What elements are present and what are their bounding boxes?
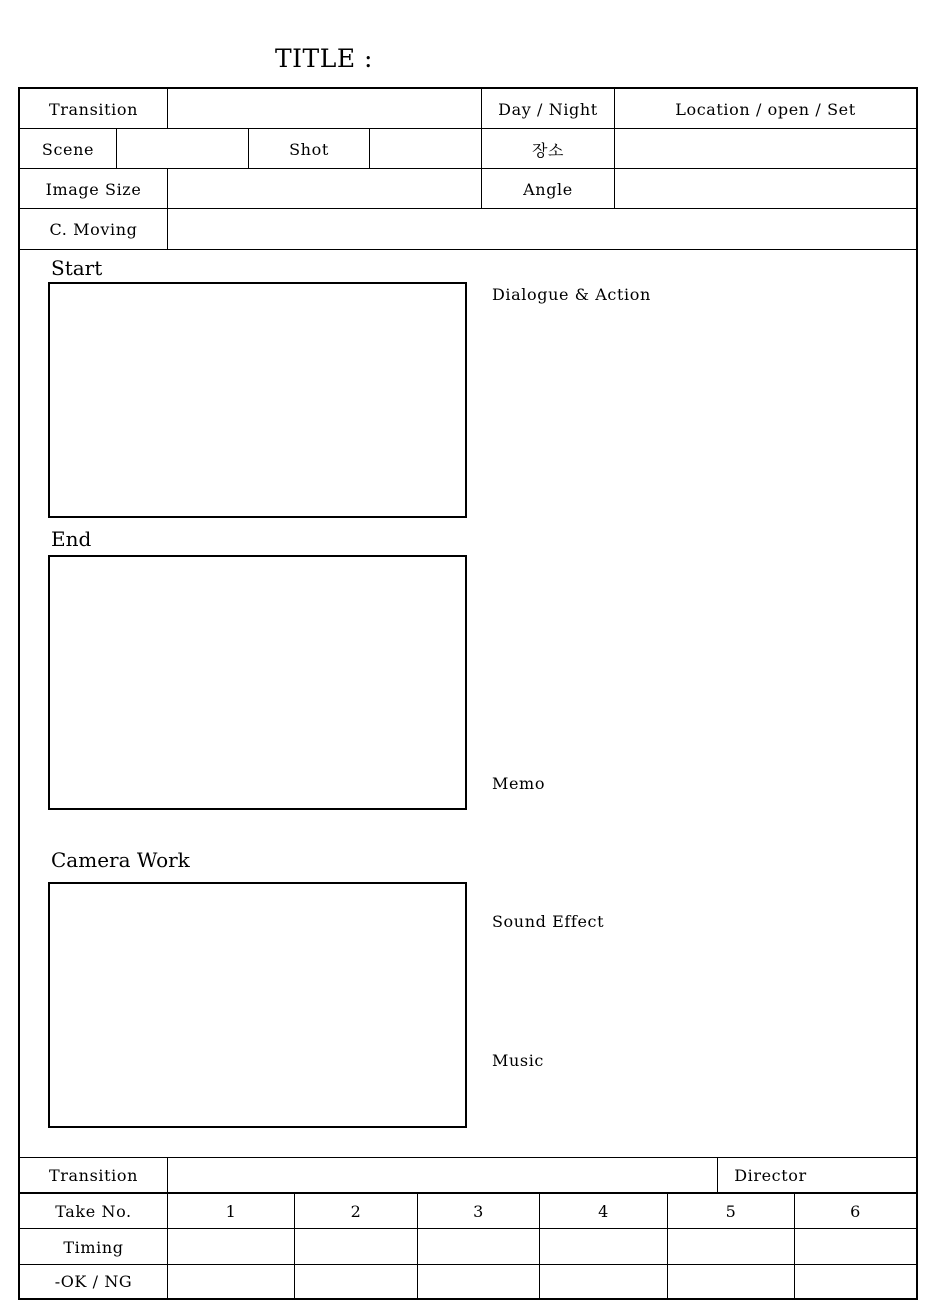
image-size-label: Image Size [45, 179, 142, 199]
take-number-4: 4 [598, 1202, 609, 1221]
camera-moving-label: C. Moving [49, 219, 138, 239]
timing-cell[interactable] [168, 1229, 294, 1264]
end-frame-box[interactable] [48, 555, 467, 810]
start-label: Start [51, 256, 103, 280]
camera-work-box[interactable] [48, 882, 467, 1128]
timing-cell[interactable] [295, 1229, 417, 1264]
shot-label: Shot [289, 139, 329, 159]
timing-cell[interactable] [795, 1229, 916, 1264]
ok-ng-cell[interactable] [668, 1265, 794, 1298]
timing-label: Timing [63, 1237, 124, 1257]
take-number-6: 6 [850, 1202, 861, 1221]
start-frame-box[interactable] [48, 282, 467, 518]
camera-moving-field[interactable] [168, 209, 916, 249]
dialogue-action-label: Dialogue & Action [492, 285, 651, 304]
director-label: Director [734, 1166, 807, 1185]
shot-field[interactable] [370, 129, 481, 168]
take-number-2: 2 [350, 1202, 362, 1221]
scene-label: Scene [41, 139, 95, 159]
image-size-field[interactable] [168, 169, 481, 208]
day-night-label: Day / Night [498, 99, 598, 119]
timing-cell[interactable] [540, 1229, 667, 1264]
sound-effect-label: Sound Effect [492, 912, 605, 931]
ok-ng-cell[interactable] [795, 1265, 916, 1298]
divider [20, 249, 916, 250]
place-field[interactable] [615, 129, 916, 168]
footer-transition-field[interactable] [168, 1158, 717, 1192]
storyboard-sheet [18, 87, 918, 1300]
ok-ng-label: -OK / NG [54, 1272, 133, 1291]
timing-cell[interactable] [418, 1229, 539, 1264]
ok-ng-cell[interactable] [418, 1265, 539, 1298]
angle-label: Angle [523, 179, 573, 199]
take-number-5: 5 [725, 1202, 737, 1221]
ok-ng-cell[interactable] [295, 1265, 417, 1298]
angle-field[interactable] [615, 169, 916, 208]
memo-label: Memo [492, 774, 546, 793]
ok-ng-cell[interactable] [540, 1265, 667, 1298]
place-label: 장소 [531, 140, 565, 160]
take-number-3: 3 [473, 1202, 484, 1221]
footer-transition-label: Transition [49, 1166, 138, 1185]
music-label: Music [492, 1051, 544, 1070]
take-number-label: Take No. [55, 1202, 132, 1221]
take-number-1: 1 [225, 1202, 237, 1221]
director-field[interactable] [823, 1158, 916, 1192]
camera-work-label: Camera Work [51, 848, 190, 872]
transition-label: Transition [49, 99, 138, 119]
transition-field[interactable] [168, 89, 481, 128]
ok-ng-cell[interactable] [168, 1265, 294, 1298]
timing-cell[interactable] [668, 1229, 794, 1264]
page-title: TITLE : [275, 44, 373, 73]
end-label: End [51, 527, 92, 551]
location-label: Location / open / Set [675, 99, 856, 119]
scene-field[interactable] [117, 129, 248, 168]
